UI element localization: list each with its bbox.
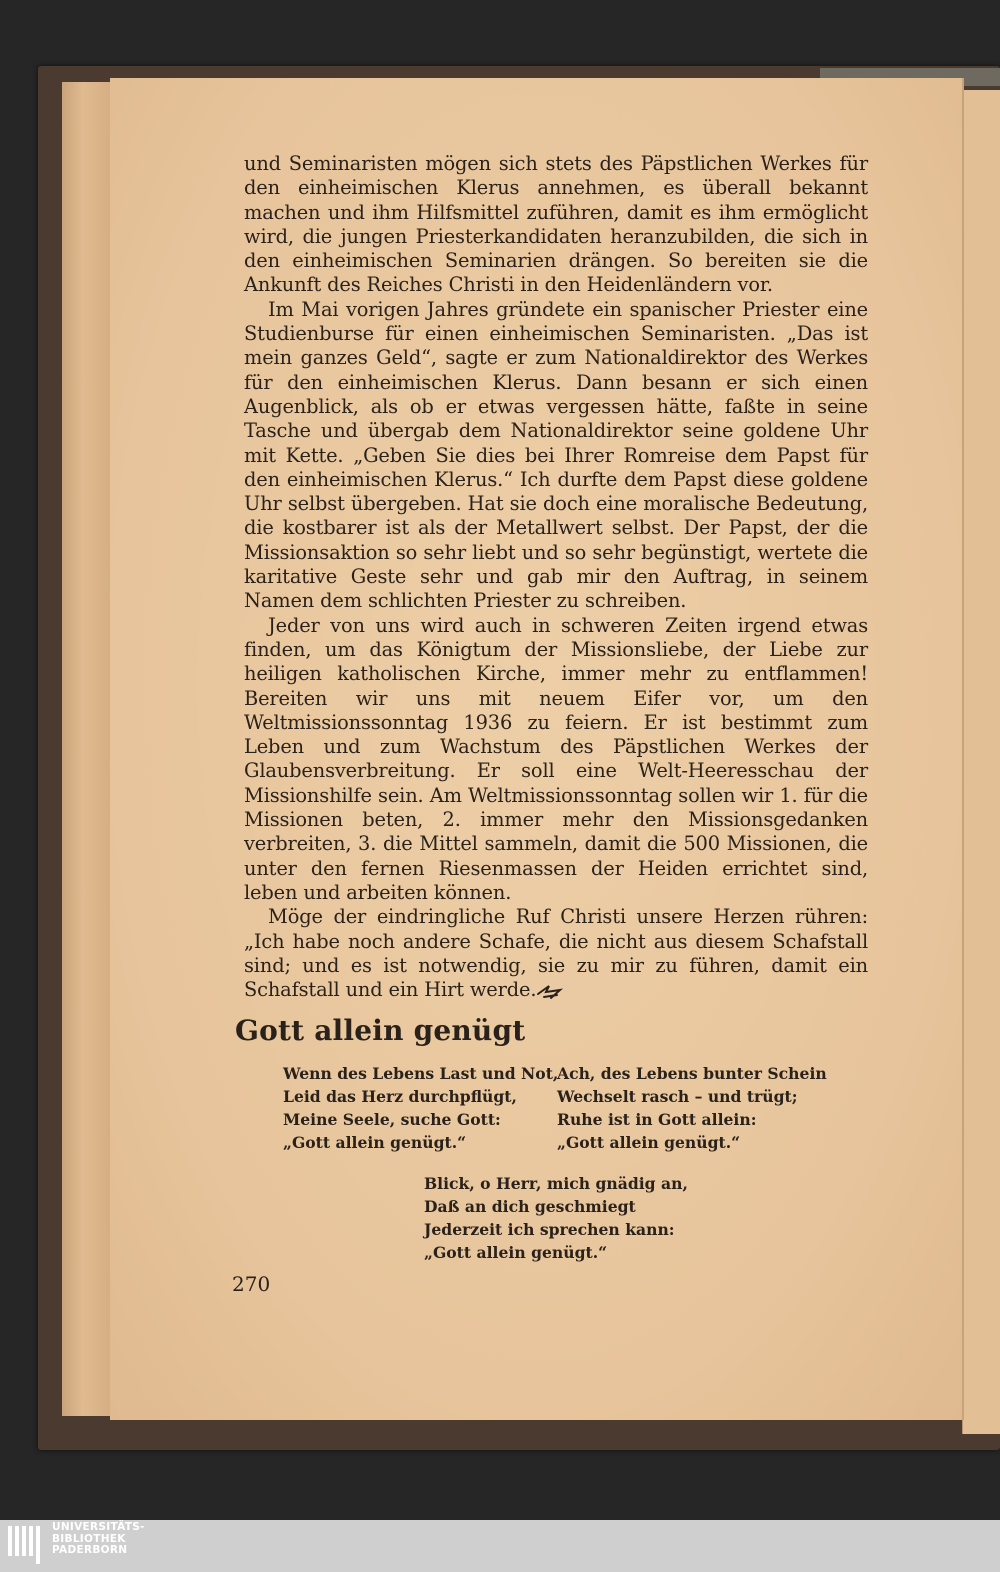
library-name-line: PADERBORN [52, 1544, 128, 1556]
library-footer [0, 1520, 1000, 1572]
poem-line: Blick, o Herr, mich gnädig an, [424, 1174, 688, 1193]
next-page-edge [962, 90, 1000, 1434]
library-name-line: UNIVERSITÄTS- [52, 1521, 145, 1533]
poem-line: „Gott allein genügt.“ [283, 1133, 467, 1152]
paragraph: und Seminaristen mögen sich stets des Päpstlichen Werkes für den einheimischen Klerus annehmen, es überall bekannt machen und ihm Hilfsmittel zuführen, damit es ihm ermöglicht wird, die jungen Priesterkandidaten heranzubilden, die sich in den einheimischen Seminarien drängen. So bereiten sie die Ankunft des Reiches Christi in den Heidenländern vor. [244, 152, 868, 297]
poem-stanza [424, 1172, 688, 1264]
poem-stanza [283, 1062, 558, 1154]
poem-line: Daß an dich geschmiegt [424, 1197, 636, 1216]
poem-line: „Gott allein genügt.“ [557, 1133, 741, 1152]
paragraph: Möge der eindringliche Ruf Christi unsere Herzen rühren: „Ich habe noch andere Schafe, die nicht aus diesem Schafstall sind; und es ist notwendig, sie zu mir zu führen, damit ein Schafstall und ein Hirt werde. [244, 905, 868, 1002]
poem-stanza [557, 1062, 827, 1154]
section-ornament-icon [535, 982, 565, 1002]
poem-line: Leid das Herz durchpflügt, [283, 1087, 517, 1106]
poem-line: Meine Seele, suche Gott: [283, 1110, 501, 1129]
body-text [244, 152, 868, 1002]
page-number: 270 [232, 1272, 271, 1296]
poem-line: „Gott allein genügt.“ [424, 1243, 608, 1262]
poem-line: Wechselt rasch – und trügt; [557, 1087, 798, 1106]
library-name-line: BIBLIOTHEK [52, 1532, 126, 1545]
poem-line: Wenn des Lebens Last und Not, [283, 1064, 559, 1083]
library-logo-icon [6, 1522, 50, 1568]
paragraph: Jeder von uns wird auch in schweren Zeiten irgend etwas finden, um das Königtum der Missionsliebe, der Liebe zur heiligen katholischen Kirche, immer mehr zu entflammen! Bereiten wir uns mit neuem Eifer vor, um den Weltmissionssonntag 1936 zu feiern. Er ist bestimmt zum Leben und zum Wachstum des Päpstlichen Werkes der Glaubensverbreitung. Er soll eine Welt-Heeresschau der Missionshilfe sein. Am Weltmissionssonntag sollen wir 1. für die Missionen beten, 2. immer mehr den Missionsgedanken verbreiten, 3. die Mittel sammeln, damit die 500 Missionen, die unter den fernen Riesenmassen der Heiden errichtet sind, leben und arbeiten können. [244, 613, 868, 904]
poem-line: Jederzeit ich sprechen kann: [424, 1220, 675, 1239]
poem-line: Ach, des Lebens bunter Schein [557, 1064, 827, 1083]
library-name [52, 1522, 145, 1557]
poem-line: Ruhe ist in Gott allein: [557, 1110, 757, 1129]
paragraph: Im Mai vorigen Jahres gründete ein spanischer Priester eine Studienburse für einen einheimischen Seminaristen. „Das ist mein ganzes Geld“, sagte er zum Nationaldirektor des Werkes für den einheimischen Klerus. Dann besann er sich einen Augenblick, als ob er etwas vergessen hätte, faßte in seine Tasche und übergab dem Nationaldirektor seine goldene Uhr mit Kette. „Geben Sie dies bei Ihrer Romreise dem Papst für den einheimischen Klerus.“ Ich durfte dem Papst diese goldene Uhr selbst übergeben. Hat sie doch eine moralische Bedeutung, die kostbarer ist als der Metallwert selbst. Der Papst, der die Missionsaktion so sehr liebt und so sehr begünstigt, wertete die karitative Geste sehr und gab mir den Auftrag, in seinem Namen dem schlichten Priester zu schreiben. [244, 297, 868, 613]
poem-title: Gott allein genügt [235, 1014, 526, 1047]
